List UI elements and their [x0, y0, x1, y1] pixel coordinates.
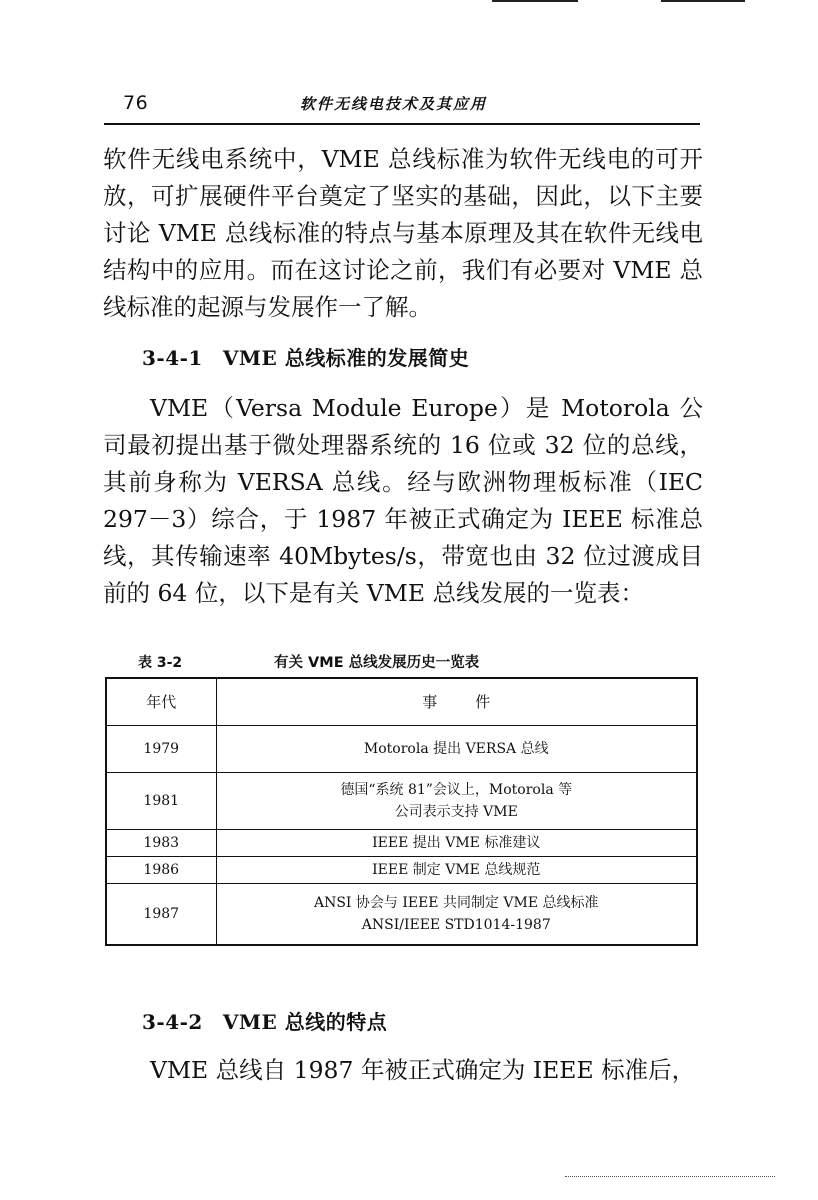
table-header-row — [106, 678, 697, 726]
event-cell — [216, 773, 697, 830]
event-line: Motorola 提出 VERSA 总线 — [363, 741, 549, 757]
history-table — [105, 677, 698, 946]
scan-mark — [661, 0, 745, 2]
section-title: VME 总线的特点 — [222, 1010, 388, 1034]
year-cell: 1981 — [106, 773, 216, 830]
header-rule — [104, 123, 700, 125]
event-line: ANSI 协会与 IEEE 共同制定 VME 总线标准 — [313, 895, 599, 911]
event-column-header: 事件 — [216, 678, 697, 726]
year-cell: 1986 — [106, 857, 216, 884]
year-cell: 1987 — [106, 884, 216, 946]
event-cell — [216, 884, 697, 946]
event-cell — [216, 726, 697, 773]
section-title: VME 总线标准的发展简史 — [222, 346, 470, 370]
event-line: 德国“系统 81”会议上，Motorola 等 — [340, 782, 573, 798]
scan-mark — [565, 1176, 775, 1177]
year-cell: 1979 — [106, 726, 216, 773]
section-number: 3-4-1 — [142, 346, 203, 370]
table-caption-number: 表 3-2 — [138, 655, 183, 671]
table-row — [106, 773, 697, 830]
event-line: ANSI/IEEE STD1014-1987 — [361, 917, 551, 933]
event-line: IEEE 提出 VME 标准建议 — [372, 835, 541, 851]
section-heading-3-4-2 — [142, 1006, 387, 1035]
year-column-header: 年代 — [106, 678, 216, 726]
table-caption-title: 有关 VME 总线发展历史一览表 — [274, 655, 480, 671]
page-number: 76 — [123, 92, 149, 114]
intro-paragraph: 软件无线电系统中，VME 总线标准为软件无线电的可开放，可扩展硬件平台奠定了坚实的基础，因此，以下主要讨论 VME 总线标准的特点与基本原理及其在软件无线电结构中的应用。而在这讨论之前，我们有必要对 VME 总线标准的起源与发展作一了解。 — [103, 145, 703, 321]
table-row — [106, 830, 697, 857]
year-cell: 1983 — [106, 830, 216, 857]
table-row — [106, 884, 697, 946]
section-number: 3-4-2 — [142, 1010, 203, 1034]
event-line: IEEE 制定 VME 总线规范 — [372, 862, 541, 878]
scan-mark — [492, 0, 578, 2]
features-paragraph: VME 总线自 1987 年被正式确定为 IEEE 标准后， — [150, 1056, 696, 1084]
running-title: 软件无线电技术及其应用 — [300, 95, 488, 113]
event-cell — [216, 830, 697, 857]
table-row — [106, 857, 697, 884]
event-line: 公司表示支持 VME — [394, 804, 518, 820]
table-row — [106, 726, 697, 773]
history-paragraph: VME（Versa Module Europe）是 Motorola 公司最初提出基于微处理器系统的 16 位或 32 位的总线，其前身称为 VERSA 总线。经与欧洲物理板标准（IEC 297－3）综合，于 1987 年被正式确定为 IEEE 标准总线，其传输速率 40Mbytes/s，带宽也由 32 位过渡成目前的 64 位，以下是有关 VME 总线发展的一览表： — [103, 394, 703, 607]
event-cell — [216, 857, 697, 884]
section-heading-3-4-1 — [142, 342, 469, 371]
